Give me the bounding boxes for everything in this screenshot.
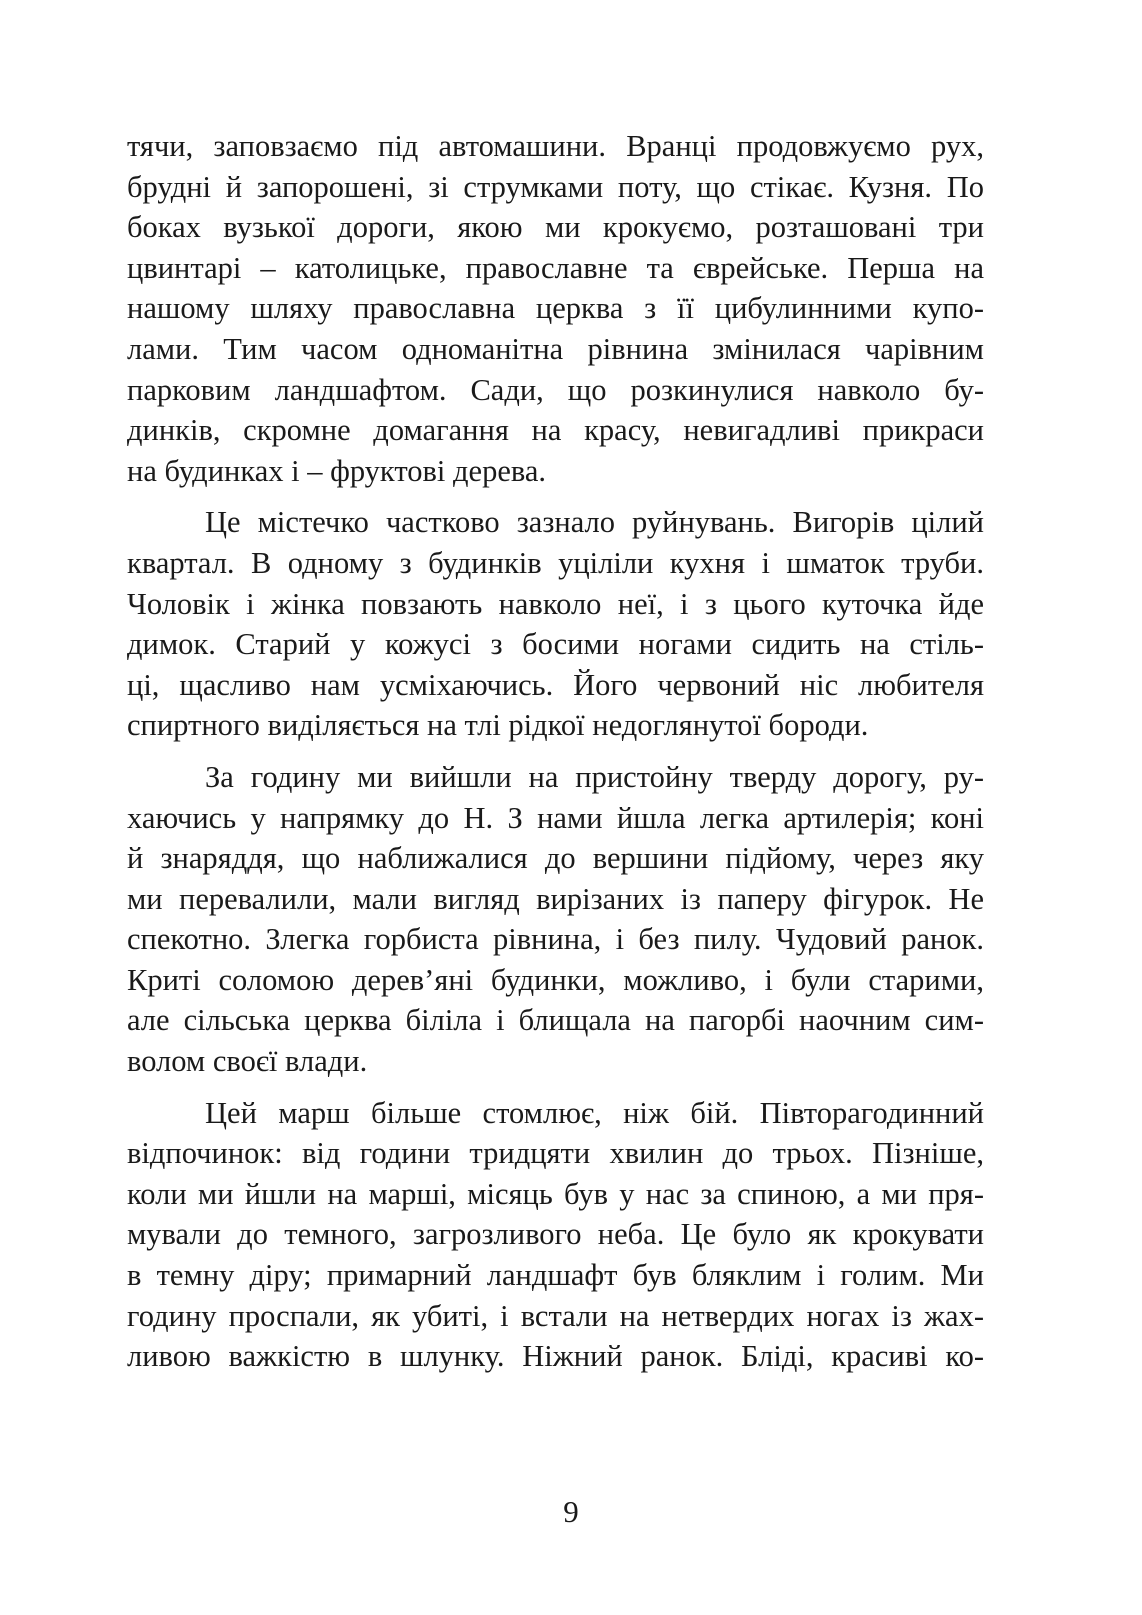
text-line: ці, щасливо нам усміхаючись. Його червоний ніс любителя	[127, 667, 984, 702]
paragraph-2	[127, 502, 984, 746]
paragraph-1	[127, 126, 984, 491]
text-line: Чоловік і жінка повзають навколо неї, і з цього куточка йде	[127, 586, 984, 621]
text-line: відпочинок: від години тридцяти хвилин до трьох. Пізніше,	[127, 1136, 984, 1171]
text-line: годину проспали, як убиті, і встали на нетвердих ногах із жах-	[127, 1298, 984, 1333]
text-line: спекотно. Злегка горбиста рівнина, і без пилу. Чудовий ранок.	[127, 922, 984, 957]
text-line: спиртного виділяється на тлі рідкої недоглянутої бороди.	[127, 708, 869, 743]
text-line: димок. Старий у кожусі з босими ногами сидить на стіль-	[127, 627, 984, 662]
text-line: За годину ми вийшли на пристойну тверду дорогу, ру-	[205, 759, 984, 794]
text-line: нашому шляху православна церква з її цибулинними купо-	[127, 291, 984, 326]
text-line: мували до темного, загрозливого неба. Це було як крокувати	[127, 1217, 984, 1252]
text-line: боках вузької дороги, якою ми крокуємо, розташовані три	[127, 210, 984, 245]
paragraph-4	[127, 1093, 984, 1377]
text-line: ливою важкістю в шлунку. Ніжний ранок. Бліді, красиві ко-	[127, 1339, 984, 1374]
text-line: динків, скромне домагання на красу, невигадливі прикраси	[127, 413, 984, 448]
text-line: коли ми йшли на марші, місяць був у нас за спиною, а ми пря-	[127, 1176, 984, 1211]
text-line: цвинтарі – католицьке, православне та єврейське. Перша на	[127, 250, 984, 285]
page-number: 9	[563, 1494, 579, 1529]
text-line: Цей марш більше стомлює, ніж бій. Півторагодинний	[205, 1095, 984, 1130]
text-line: Криті соломою дерев’яні будинки, можливо, і були старими,	[127, 962, 984, 997]
paragraph-3	[127, 757, 984, 1082]
text-line: на будинках і – фруктові дерева.	[127, 453, 547, 488]
text-line: лами. Тим часом одноманітна рівнина змінилася чарівним	[127, 331, 984, 366]
paragraph-spacer	[127, 491, 984, 502]
text-line: тячи, заповзаємо під автомашини. Вранці продовжуємо рух,	[127, 129, 984, 163]
text-line: Це містечко частково зазнало руйнувань. Вигорів цілий	[205, 505, 984, 540]
text-line: в темну діру; примарний ландшафт був бляклим і голим. Ми	[127, 1258, 984, 1293]
text-line: квартал. В одному з будинків уціліли кухня і шматок труби.	[127, 545, 984, 580]
text-line: хаючись у напрямку до Н. З нами йшла легка артилерія; коні	[127, 800, 984, 835]
text-line: брудні й запорошені, зі струмками поту, що стікає. Кузня. По	[127, 169, 984, 204]
text-line: але сільська церква біліла і блищала на пагорбі наочним сим-	[127, 1003, 984, 1038]
paragraph-spacer	[127, 746, 984, 757]
body-text	[127, 126, 984, 1377]
text-line: парковим ландшафтом. Сади, що розкинулися навколо бу-	[127, 372, 984, 407]
text-line: волом своєї влади.	[127, 1044, 368, 1079]
text-line: й знаряддя, що наближалися до вершини підйому, через яку	[127, 841, 984, 876]
text-line: ми перевалили, мали вигляд вирізаних із паперу фігурок. Не	[127, 881, 984, 916]
paragraph-spacer	[127, 1082, 984, 1093]
